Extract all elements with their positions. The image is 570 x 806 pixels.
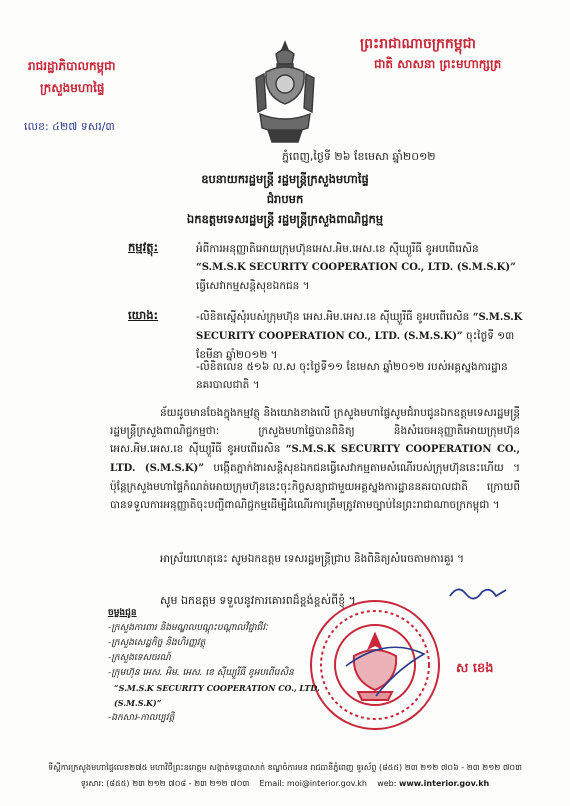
sender-heading: ឧបនាយករដ្ឋមន្ត្រី រដ្ឋមន្ត្រីក្រសួងមហាផ្ទៃ bbox=[201, 172, 369, 186]
subject-line-2: ធ្វើសេវាកម្មសន្តិសុខឯកជន ។ bbox=[196, 280, 310, 292]
subject-company: “S.M.S.K SECURITY COOPERATION CO., LTD. (S.M.S.K)” bbox=[196, 262, 516, 273]
cc-item-company: “S.M.S.K SECURITY COOPERATION CO., LTD. (S.M.S.K)” bbox=[114, 683, 320, 708]
ministry-name: ក្រសួងមហាផ្ទៃ bbox=[40, 81, 105, 95]
cc-item: -ឯកសារ-កាលប្បវត្តិ bbox=[108, 713, 175, 723]
cc-item: -ក្រសួងការពារ និងមណ្ឌលបណ្តុះបណ្តាលវិជ្ជាជីវៈ bbox=[108, 623, 268, 633]
reference-item-1 bbox=[196, 308, 526, 364]
cc-item: -ក្រសួងទេសចរណ៍ bbox=[108, 653, 171, 663]
subject-label: កម្មវត្ថុ: bbox=[128, 240, 159, 254]
greeting-heading: ជំរាបមក bbox=[266, 192, 304, 206]
footer-email[interactable]: moi@interior.gov.kh bbox=[286, 779, 368, 788]
para1-a: ន័យដូចមានចែងក្នុងកម្មវត្ថុ និងយោងខាងលើ ក្រសួងមហាផ្ទៃសូមជំរាបជូនឯកឧត្តមទេសរដ្ឋមន្ត្រី រដ្ឋមន្ត្រីក្រសួងពាណិជ្ជកម្មថា: ក្រសួងមហាផ្ទៃបានពិនិត្យ និងសំរេចអនុញ្ញាតិអោយក្រុមហ៊ុន អេស.អិម.អេស.ខេ ស៊ីឃ្យួរីធី ខូអបពើរេសិន bbox=[110, 407, 520, 455]
reference-1-b: ចុះថ្ងៃទី ១៣ ខែមីនា ឆ្នាំ២០១២ ។ bbox=[196, 330, 515, 361]
cc-block bbox=[108, 606, 338, 726]
reference-item-2: -លិខិតលេខ ៥១៦ ល.ស ចុះថ្ងៃទី១១ ខែមេសា ឆ្នាំ២០១២ របស់អគ្គស្នងការដ្ឋាននគរបាលជាតិ ។ bbox=[196, 361, 508, 391]
signature-scribble-icon bbox=[448, 582, 508, 604]
cc-item: -ក្រសួងសេដ្ឋកិច្ច និងហិរញ្ញវត្ថុ bbox=[108, 638, 206, 648]
closing-line: សូម ឯកឧត្តម ទទួលនូវការគោរពដ៏ខ្ពង់ខ្ពស់ពីខ្ញុំ ។ bbox=[160, 594, 356, 607]
footer-contact bbox=[0, 778, 570, 790]
footer-email-label: Email: bbox=[259, 779, 285, 788]
footer-fax: ទូរសារ: (៨៥៥) ២៣ ២១២ ៧០៨ - ២៣ ២១២ ៧០៣ bbox=[80, 779, 250, 788]
reference-label: យោង: bbox=[128, 308, 159, 322]
reference-1-a: -លិខិតស្នើសុំរបស់ក្រុមហ៊ុន អេស.អិម.អេស.ខេ ស៊ីឃ្យួរីធី ខូអបពើរេសិន bbox=[196, 311, 470, 323]
signatory-name: ស ខេង bbox=[456, 661, 494, 676]
royal-emblem-icon bbox=[246, 38, 324, 146]
para1-company: “S.M.S.K SECURITY COOPERATION CO., LTD. (S.M.S.K)” bbox=[110, 444, 520, 474]
body-paragraph-2: អាស្រ័យហេតុនេះ សូមឯកឧត្តម ទេសរដ្ឋមន្ត្រីជ្រាប និងពិនិត្យសំរេចតាមការគួរ ។ bbox=[160, 553, 464, 565]
footer-address: ទីស្តីការក្រសួងមហាផ្ទៃលេខ២៧៥ មហាវិថីព្រះនរោត្តម សង្កាត់ទន្លេបាសាក់ ខណ្ឌចំការមន រាជធានីភ្នំពេញ ទូរស័ព្ទ (៨៥៥) ២៣ ២១២ ៧០៦ - ២៣ ២១២ ៧០៣ bbox=[48, 763, 522, 772]
subject-text bbox=[196, 240, 526, 295]
para1-b: បង្កើតភ្នាក់ងារសន្តិសុខឯកជនធ្វើសេវាកម្មតាមសំណើរបស់ក្រុមហ៊ុននេះហើយ ។ ប៉ុន្តែក្រសួងមហាផ្ទៃកំណត់អោយក្រុមហ៊ុននេះចុះកិច្ចសន្យាជាមួយអគ្គស្នងការដ្ឋាននគរបាលជាតិ ក្រោយពីបានទទួលការអនុញ្ញាតិចុះបញ្ជីពាណិជ្ជកម្មដើម្បីដំណើរការត្រឹមត្រូវតាមច្បាប់នៃព្រះរាជាណាចក្រកម្ពុជា ។ bbox=[110, 462, 520, 511]
reference-1-company: “S.M.S.K SECURITY COOPERATION CO., LTD. (S.M.S.K)” bbox=[196, 312, 523, 342]
footer-web-label: web: bbox=[377, 779, 397, 788]
government-name: រាជរដ្ឋាភិបាលកម្ពុជា bbox=[28, 59, 116, 73]
subject-line-1: អំពីការអនុញ្ញាតិអោយក្រុមហ៊ុនអេស.អិម.អេស.ខេ ស៊ីឃ្យួរីធី ខូអបពើរេសិន bbox=[196, 243, 479, 255]
cc-item: -ក្រុមហ៊ុន អេស. អិម. អេស. ខេ ស៊ីឃ្យួរីធី ខូអបពើរេសិន bbox=[108, 668, 294, 678]
footer-web[interactable]: www.interior.gov.kh bbox=[398, 779, 490, 788]
date-line: ភ្នំពេញ,ថ្ងៃទី ២៦ ខែមេសា ឆ្នាំ២០១២ bbox=[282, 150, 436, 163]
letter-number: លេខ: ៤២៧ ទសរ/៣ bbox=[24, 120, 115, 133]
kingdom-motto: ជាតិ សាសនា ព្រះមហាក្សត្រ bbox=[374, 57, 502, 71]
recipient-heading: ឯកឧត្តមទេសរដ្ឋមន្ត្រី រដ្ឋមន្ត្រីក្រសួងពាណិជ្ជកម្ម bbox=[186, 212, 384, 226]
cc-title: ចម្លងជូន bbox=[108, 608, 137, 618]
body-paragraph-1 bbox=[110, 404, 520, 514]
kingdom-title: ព្រះរាជាណាចក្រកម្ពុជា bbox=[360, 36, 477, 52]
